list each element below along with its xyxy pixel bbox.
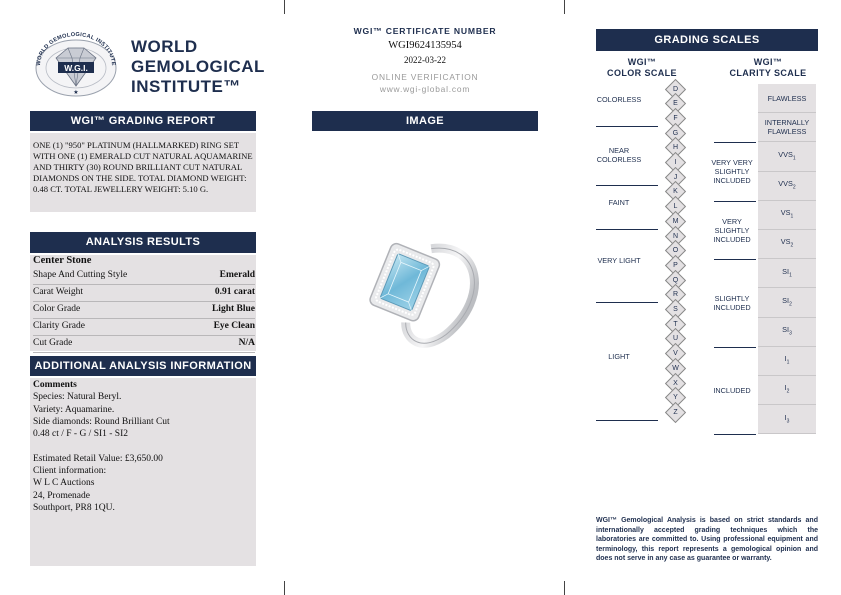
color-group-label: COLORLESS xyxy=(596,94,642,104)
clarity-grade-subscript: 1 xyxy=(792,155,796,162)
color-grade-letter: V xyxy=(672,350,678,358)
clarity-grade-subscript: 2 xyxy=(790,242,794,249)
clarity-grade-text xyxy=(782,267,792,280)
analysis-row-label: Clarity Grade xyxy=(33,321,85,331)
item-description: ONE (1) "950" PLATINUM (HALLMARKED) RING SET WITH ONE (1) EMERALD CUT NATURAL AQUAMARINE AND THIRTY (30) ROUND BRILLIANT CUT NATURAL DIAMONDS ON THE SIDE. TOTAL DIAMOND WEIGHT: 0.48 CT. TOTAL JEWELLERY WEIGHT: 5.10 G. xyxy=(33,140,253,194)
clarity-grade-box xyxy=(758,142,816,171)
fold-mark-bottom-right xyxy=(564,581,565,595)
certificate-number: WGI9624135954 xyxy=(388,40,462,51)
analysis-row xyxy=(33,318,255,336)
color-grade-letter: H xyxy=(672,144,678,152)
color-grade-letter: R xyxy=(672,291,678,299)
clarity-scale-title-line-2: CLARITY SCALE xyxy=(729,68,807,78)
analysis-row xyxy=(33,335,255,353)
clarity-grade-text xyxy=(785,354,790,367)
color-grade-letter: N xyxy=(672,232,678,240)
clarity-group-divider xyxy=(714,201,756,202)
analysis-row-value: Light Blue xyxy=(211,304,255,314)
additional-info-line: Southport, PR8 1QU. xyxy=(33,502,115,513)
clarity-grade-text xyxy=(781,208,794,221)
clarity-grade-text xyxy=(778,150,795,163)
analysis-row-value: Emerald xyxy=(219,270,255,280)
clarity-grade-base: VS xyxy=(780,237,791,247)
grading-scales-header: GRADING SCALES xyxy=(596,29,818,51)
clarity-grade-subscript: 3 xyxy=(789,330,792,337)
clarity-grade-subscript: 1 xyxy=(786,359,790,366)
comments-label: Comments xyxy=(33,380,77,390)
ring-photo xyxy=(364,225,504,365)
clarity-grade-box xyxy=(758,113,816,142)
additional-info-line: Client information: xyxy=(33,466,107,477)
additional-info-line: 0.48 ct / F - G / SI1 - SI2 xyxy=(33,429,128,440)
fold-mark-top-right xyxy=(564,0,565,14)
color-grade-letter: L xyxy=(673,203,677,211)
analysis-row-value: Eye Clean xyxy=(213,321,255,331)
clarity-grade-subscript: 2 xyxy=(792,184,796,191)
online-verification-label: ONLINE VERIFICATION xyxy=(371,72,479,82)
clarity-grade-text xyxy=(758,118,816,136)
clarity-grade-box xyxy=(758,230,816,259)
clarity-grade-base: INTERNALLY FLAWLESS xyxy=(764,118,810,137)
certificate-number-label: WGI™ CERTIFICATE NUMBER xyxy=(353,26,497,36)
seal-abbreviation: W.G.I. xyxy=(64,63,88,73)
color-group-divider xyxy=(596,420,658,421)
clarity-grade-base: I xyxy=(784,383,787,393)
color-group-divider xyxy=(596,302,658,303)
color-grade-letter: K xyxy=(672,188,678,196)
brand-name xyxy=(131,37,265,97)
color-group-divider xyxy=(596,185,658,186)
clarity-grade-base: VVS xyxy=(778,149,793,159)
clarity-grade-base: SI xyxy=(782,324,790,334)
clarity-grade-subscript: 3 xyxy=(786,418,790,424)
clarity-group-label: INCLUDED xyxy=(713,386,751,396)
analysis-row-value: N/A xyxy=(238,338,255,348)
color-grade-letter: Y xyxy=(672,394,678,402)
color-group-label: NEAR COLORLESS xyxy=(596,146,642,165)
clarity-grade-base: FLAWLESS xyxy=(767,93,807,103)
clarity-grade-box xyxy=(758,376,816,405)
clarity-grade-box xyxy=(758,347,816,376)
clarity-grade-subscript: 1 xyxy=(789,272,792,278)
color-scale-title-line-2: COLOR SCALE xyxy=(607,68,677,78)
additional-lines xyxy=(33,391,253,514)
clarity-group-label: SLIGHTLY INCLUDED xyxy=(713,294,751,312)
clarity-grade-box xyxy=(758,201,816,230)
clarity-grade-base: I xyxy=(784,412,787,422)
analysis-results-header: ANALYSIS RESULTS xyxy=(30,232,256,253)
clarity-grade-text xyxy=(768,94,807,103)
clarity-group-label: VERY VERY SLIGHTLY INCLUDED xyxy=(711,158,753,186)
color-grade-letter: X xyxy=(672,379,678,387)
clarity-grade-box xyxy=(758,405,816,434)
clarity-grade-text xyxy=(785,383,790,396)
clarity-grade-base: I xyxy=(784,354,787,364)
color-group-label: LIGHT xyxy=(608,351,630,361)
color-grade-letter: G xyxy=(672,129,678,137)
clarity-grade-box xyxy=(758,84,816,113)
color-group-label: VERY LIGHT xyxy=(597,256,641,266)
clarity-grade-text xyxy=(778,179,795,192)
clarity-grade-subscript: 2 xyxy=(786,388,790,395)
clarity-group-divider xyxy=(714,434,756,435)
clarity-grade-text xyxy=(785,413,790,426)
brand-line-1: WORLD xyxy=(131,37,198,56)
clarity-grade-box xyxy=(758,288,816,317)
certificate-date: 2022-03-22 xyxy=(404,55,446,65)
clarity-grade-base: VS xyxy=(780,208,791,218)
color-group-divider xyxy=(596,126,658,127)
color-grade-letter: Q xyxy=(672,276,678,284)
additional-info-line: Estimated Retail Value: £3,650.00 xyxy=(33,453,163,464)
seal-ring-text: WORLD GEMOLOGICAL INSTITUTE xyxy=(35,31,117,67)
wgi-seal-logo xyxy=(26,30,126,98)
clarity-grade-subscript: 1 xyxy=(790,213,794,220)
clarity-grade-box xyxy=(758,259,816,288)
disclaimer: WGI™ Gemological Analysis is based on strict standards and internationally accepted grading techniques which the laboratories are committed to. Using professional equipment and terminology, this report represents a gemological opinion and does not serve in any case as guarantee or warranty. xyxy=(596,517,818,562)
color-grade-letter: U xyxy=(672,335,678,343)
analysis-row xyxy=(33,284,255,302)
clarity-grade-subscript: 2 xyxy=(789,301,792,308)
additional-info-line: Side diamonds: Round Brilliant Cut xyxy=(33,416,170,427)
additional-info-line: 24, Promenade xyxy=(33,490,90,501)
fold-mark-bottom-left xyxy=(284,581,285,595)
image-header: IMAGE xyxy=(312,111,538,131)
color-grade-letter: O xyxy=(672,247,678,255)
color-scale-title-line-1: WGI™ xyxy=(627,57,657,67)
analysis-row xyxy=(33,301,255,319)
clarity-grade-text xyxy=(782,325,792,338)
analysis-row-label: Color Grade xyxy=(33,304,81,314)
clarity-group-divider xyxy=(714,259,756,260)
additional-info-header: ADDITIONAL ANALYSIS INFORMATION xyxy=(30,356,256,376)
brand-line-2: GEMOLOGICAL xyxy=(131,57,265,76)
clarity-grade-base: SI xyxy=(782,266,790,276)
clarity-grade-box xyxy=(758,318,816,347)
clarity-scale-title-line-1: WGI™ xyxy=(753,57,783,67)
analysis-row-label: Cut Grade xyxy=(33,338,73,348)
fold-mark-top-left xyxy=(284,0,285,14)
analysis-row-label: Carat Weight xyxy=(33,287,83,297)
analysis-row xyxy=(33,267,255,285)
additional-info-line: Variety: Aquamarine. xyxy=(33,404,115,415)
color-grade-letter: S xyxy=(672,306,678,313)
clarity-group-divider xyxy=(714,142,756,143)
color-grade-letter: Z xyxy=(672,408,678,416)
clarity-grade-base: VVS xyxy=(778,178,793,188)
color-group-divider xyxy=(596,229,658,230)
color-grade-letter: F xyxy=(672,114,678,122)
verification-url[interactable]: www.wgi-global.com xyxy=(379,84,471,94)
color-grade-diamond xyxy=(664,402,685,423)
svg-text:★: ★ xyxy=(73,90,79,96)
brand-line-3: INSTITUTE™ xyxy=(131,77,241,96)
color-grade-letter: J xyxy=(673,173,677,181)
clarity-group-label: VERY SLIGHTLY INCLUDED xyxy=(713,216,751,244)
clarity-scale-title xyxy=(718,57,818,79)
color-grade-letter: P xyxy=(672,261,678,269)
grading-report-header: WGI™ GRADING REPORT xyxy=(30,111,256,131)
analysis-row-value: 0.91 carat xyxy=(214,287,255,297)
additional-info-line: W L C Auctions xyxy=(33,478,95,489)
color-grade-letter: M xyxy=(672,217,678,225)
color-grade-letter: I xyxy=(674,159,676,166)
analysis-row-label: Shape And Cutting Style xyxy=(33,270,128,280)
additional-info-line xyxy=(33,440,253,452)
color-grade-letter: E xyxy=(672,100,678,108)
clarity-grade-base: SI xyxy=(782,295,790,305)
clarity-grade-text xyxy=(781,237,794,250)
color-scale-title xyxy=(596,57,688,79)
color-grade-letter: T xyxy=(672,320,678,328)
center-stone-label: Center Stone xyxy=(33,255,92,266)
color-grade-letter: W xyxy=(671,364,679,372)
color-grade-letter: D xyxy=(672,85,678,93)
clarity-grade-box xyxy=(758,172,816,201)
clarity-group-divider xyxy=(714,347,756,348)
additional-info-content xyxy=(33,379,253,514)
additional-info-line: Species: Natural Beryl. xyxy=(33,392,122,403)
clarity-grade-text xyxy=(782,296,792,309)
color-group-label: FAINT xyxy=(608,197,630,207)
